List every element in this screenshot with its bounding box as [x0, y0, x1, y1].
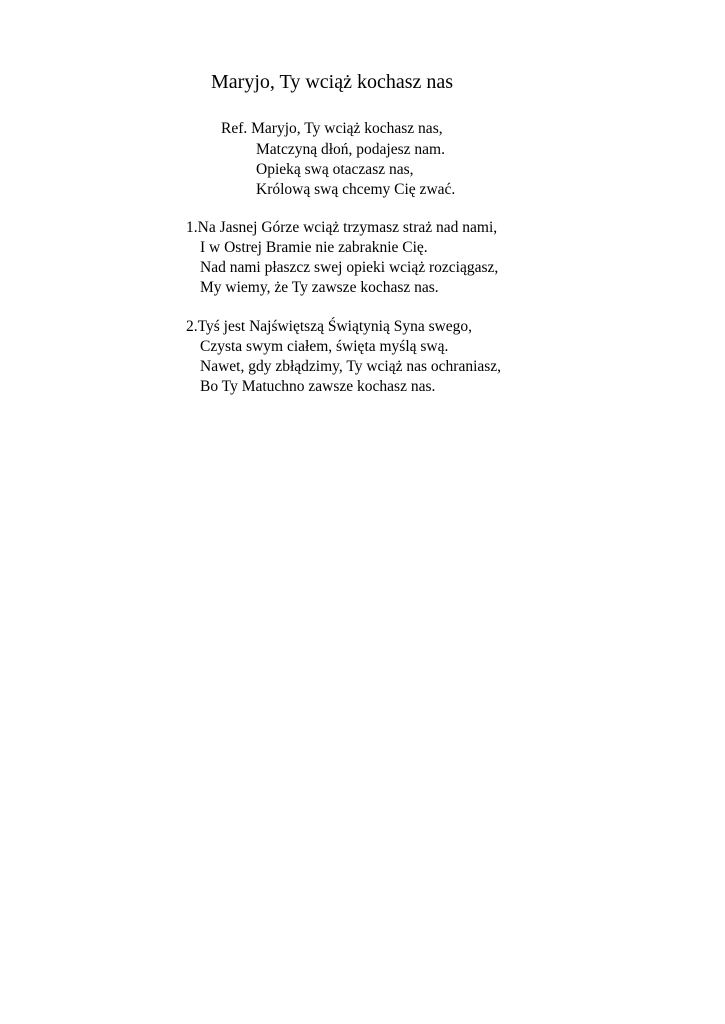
verse-1-line-2: I w Ostrej Bramie nie zabraknie Cię.: [200, 239, 428, 256]
verse-2-line-3: Nawet, gdy zbłądzimy, Ty wciąż nas ochraniasz,: [200, 358, 502, 375]
refrain-line-2: Matczyną dłoń, podajesz nam.: [256, 141, 445, 158]
verse-1-first-line: [186, 218, 497, 238]
verse-2-line-2: Czysta swym ciałem, święta myślą swą.: [200, 338, 449, 355]
verse-1-number: 1.: [186, 219, 198, 236]
verse-2-line-4: Bo Ty Matuchno zawsze kochasz nas.: [200, 378, 436, 395]
verse-1-line-3: Nad nami płaszcz swej opieki wciąż rozciągasz,: [200, 259, 499, 276]
verse-2-line-1: Tyś jest Najświętszą Świątynią Syna swego,: [197, 318, 473, 335]
refrain-label: Ref.: [221, 120, 248, 137]
refrain-line-1: Maryjo, Ty wciąż kochasz nas,: [251, 120, 443, 137]
verse-2-first-line: [186, 317, 472, 337]
refrain-first-line: [221, 119, 443, 139]
refrain-line-4: Królową swą chcemy Cię zwać.: [256, 181, 456, 198]
verse-1-line-1: Na Jasnej Górze wciąż trzymasz straż nad nami,: [197, 219, 498, 236]
verse-1-line-4: My wiemy, że Ty zawsze kochasz nas.: [200, 279, 439, 296]
verse-2-number: 2.: [186, 318, 198, 335]
refrain-line-3: Opieką swą otaczasz nas,: [256, 161, 414, 178]
song-title: Maryjo, Ty wciąż kochasz nas: [211, 71, 454, 93]
